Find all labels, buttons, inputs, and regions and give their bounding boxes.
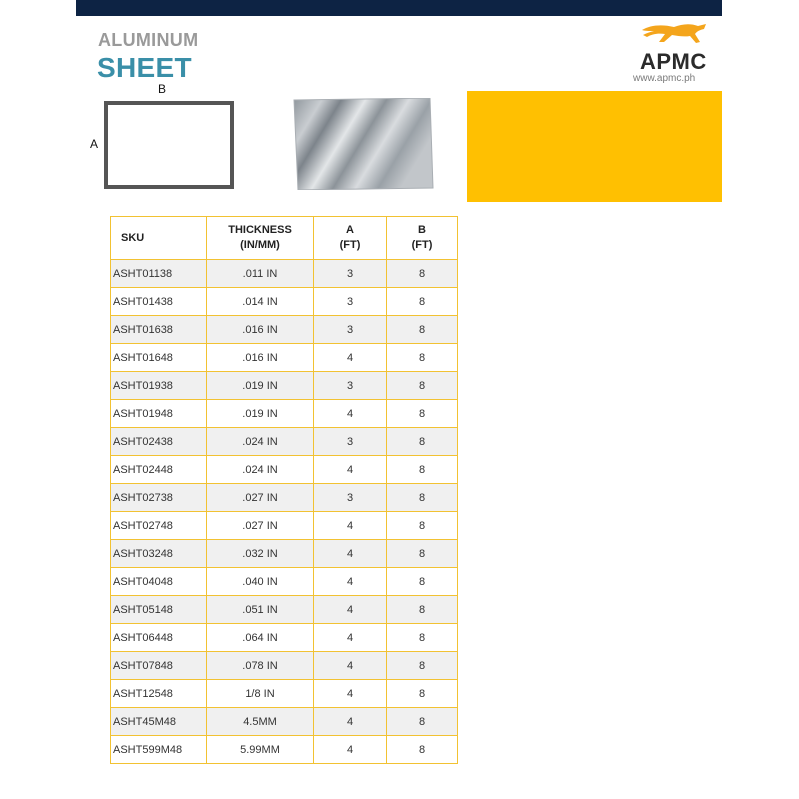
table-row (111, 400, 458, 428)
table-row (111, 288, 458, 316)
table-row (111, 260, 458, 288)
cell-sku: ASHT05148 (111, 596, 207, 624)
dimension-label-b: B (158, 82, 167, 96)
cheetah-icon (640, 22, 708, 48)
cell-a: 4 (314, 568, 387, 596)
cell-b: 8 (387, 624, 458, 652)
cell-b: 8 (387, 484, 458, 512)
cell-a: 4 (314, 624, 387, 652)
table-row (111, 344, 458, 372)
cell-a: 4 (314, 344, 387, 372)
cell-b: 8 (387, 260, 458, 288)
cell-b: 8 (387, 288, 458, 316)
spec-table (110, 216, 458, 764)
cell-sku: ASHT02748 (111, 512, 207, 540)
cell-sku: ASHT45M48 (111, 708, 207, 736)
dimension-rectangle (104, 101, 234, 189)
cell-thickness: .032 IN (207, 540, 314, 568)
cell-sku: ASHT06448 (111, 624, 207, 652)
cell-b: 8 (387, 540, 458, 568)
table-row (111, 596, 458, 624)
cell-b: 8 (387, 708, 458, 736)
cell-a: 4 (314, 680, 387, 708)
table-row (111, 512, 458, 540)
cell-sku: ASHT01648 (111, 344, 207, 372)
cell-b: 8 (387, 456, 458, 484)
cell-thickness: .040 IN (207, 568, 314, 596)
cell-sku: ASHT02738 (111, 484, 207, 512)
cell-b: 8 (387, 512, 458, 540)
top-bar (76, 0, 722, 16)
cell-b: 8 (387, 372, 458, 400)
cell-sku: ASHT01138 (111, 260, 207, 288)
cell-b: 8 (387, 344, 458, 372)
table-row (111, 680, 458, 708)
cell-sku: ASHT02438 (111, 428, 207, 456)
cell-thickness: .019 IN (207, 372, 314, 400)
title-aluminum: ALUMINUM (98, 30, 199, 50)
cell-b: 8 (387, 736, 458, 764)
cell-a: 3 (314, 484, 387, 512)
cell-a: 3 (314, 316, 387, 344)
cell-thickness: 1/8 IN (207, 680, 314, 708)
cell-thickness: 4.5MM (207, 708, 314, 736)
cell-thickness: .024 IN (207, 428, 314, 456)
cell-thickness: .016 IN (207, 316, 314, 344)
brand-url: www.apmc.ph (633, 73, 696, 84)
header-sku: SKU (111, 217, 207, 260)
cell-sku: ASHT04048 (111, 568, 207, 596)
cell-b: 8 (387, 428, 458, 456)
cell-sku: ASHT01948 (111, 400, 207, 428)
table-row (111, 708, 458, 736)
header-thickness: THICKNESS (IN/MM) (207, 217, 314, 260)
table-row (111, 568, 458, 596)
brand-name: APMC (640, 49, 707, 74)
cell-a: 3 (314, 260, 387, 288)
cell-sku: ASHT12548 (111, 680, 207, 708)
cell-thickness: 5.99MM (207, 736, 314, 764)
cell-a: 4 (314, 456, 387, 484)
cell-thickness: .024 IN (207, 456, 314, 484)
table-row (111, 540, 458, 568)
cell-sku: ASHT03248 (111, 540, 207, 568)
cell-thickness: .011 IN (207, 260, 314, 288)
cell-b: 8 (387, 596, 458, 624)
yellow-color-block (467, 91, 722, 202)
cell-sku: ASHT01638 (111, 316, 207, 344)
dimension-label-a: A (90, 137, 99, 151)
cell-a: 4 (314, 540, 387, 568)
cell-thickness: .027 IN (207, 512, 314, 540)
cell-b: 8 (387, 680, 458, 708)
cell-thickness: .078 IN (207, 652, 314, 680)
cell-thickness: .014 IN (207, 288, 314, 316)
cell-a: 4 (314, 400, 387, 428)
cell-sku: ASHT01438 (111, 288, 207, 316)
cell-thickness: .051 IN (207, 596, 314, 624)
cell-sku: ASHT599M48 (111, 736, 207, 764)
cell-sku: ASHT01938 (111, 372, 207, 400)
cell-a: 3 (314, 428, 387, 456)
cell-thickness: .016 IN (207, 344, 314, 372)
table-row (111, 652, 458, 680)
table-row (111, 372, 458, 400)
cell-thickness: .027 IN (207, 484, 314, 512)
cell-a: 4 (314, 596, 387, 624)
cell-b: 8 (387, 568, 458, 596)
cell-thickness: .019 IN (207, 400, 314, 428)
title-sheet: SHEET (97, 52, 192, 83)
cell-a: 3 (314, 288, 387, 316)
cell-b: 8 (387, 652, 458, 680)
cell-b: 8 (387, 400, 458, 428)
cell-b: 8 (387, 316, 458, 344)
table-row (111, 484, 458, 512)
table-row (111, 624, 458, 652)
table-row (111, 428, 458, 456)
cell-a: 4 (314, 652, 387, 680)
table-header-row (111, 217, 458, 260)
table-row (111, 456, 458, 484)
cell-thickness: .064 IN (207, 624, 314, 652)
apmc-logo (630, 22, 725, 88)
cell-a: 3 (314, 372, 387, 400)
cell-a: 4 (314, 708, 387, 736)
cell-a: 4 (314, 512, 387, 540)
table-row (111, 736, 458, 764)
dimension-diagram (86, 80, 246, 195)
cell-sku: ASHT07848 (111, 652, 207, 680)
header-b: B (FT) (387, 217, 458, 260)
table-row (111, 316, 458, 344)
cell-sku: ASHT02448 (111, 456, 207, 484)
aluminum-sheet-image (292, 98, 434, 190)
cell-a: 4 (314, 736, 387, 764)
header-a: A (FT) (314, 217, 387, 260)
